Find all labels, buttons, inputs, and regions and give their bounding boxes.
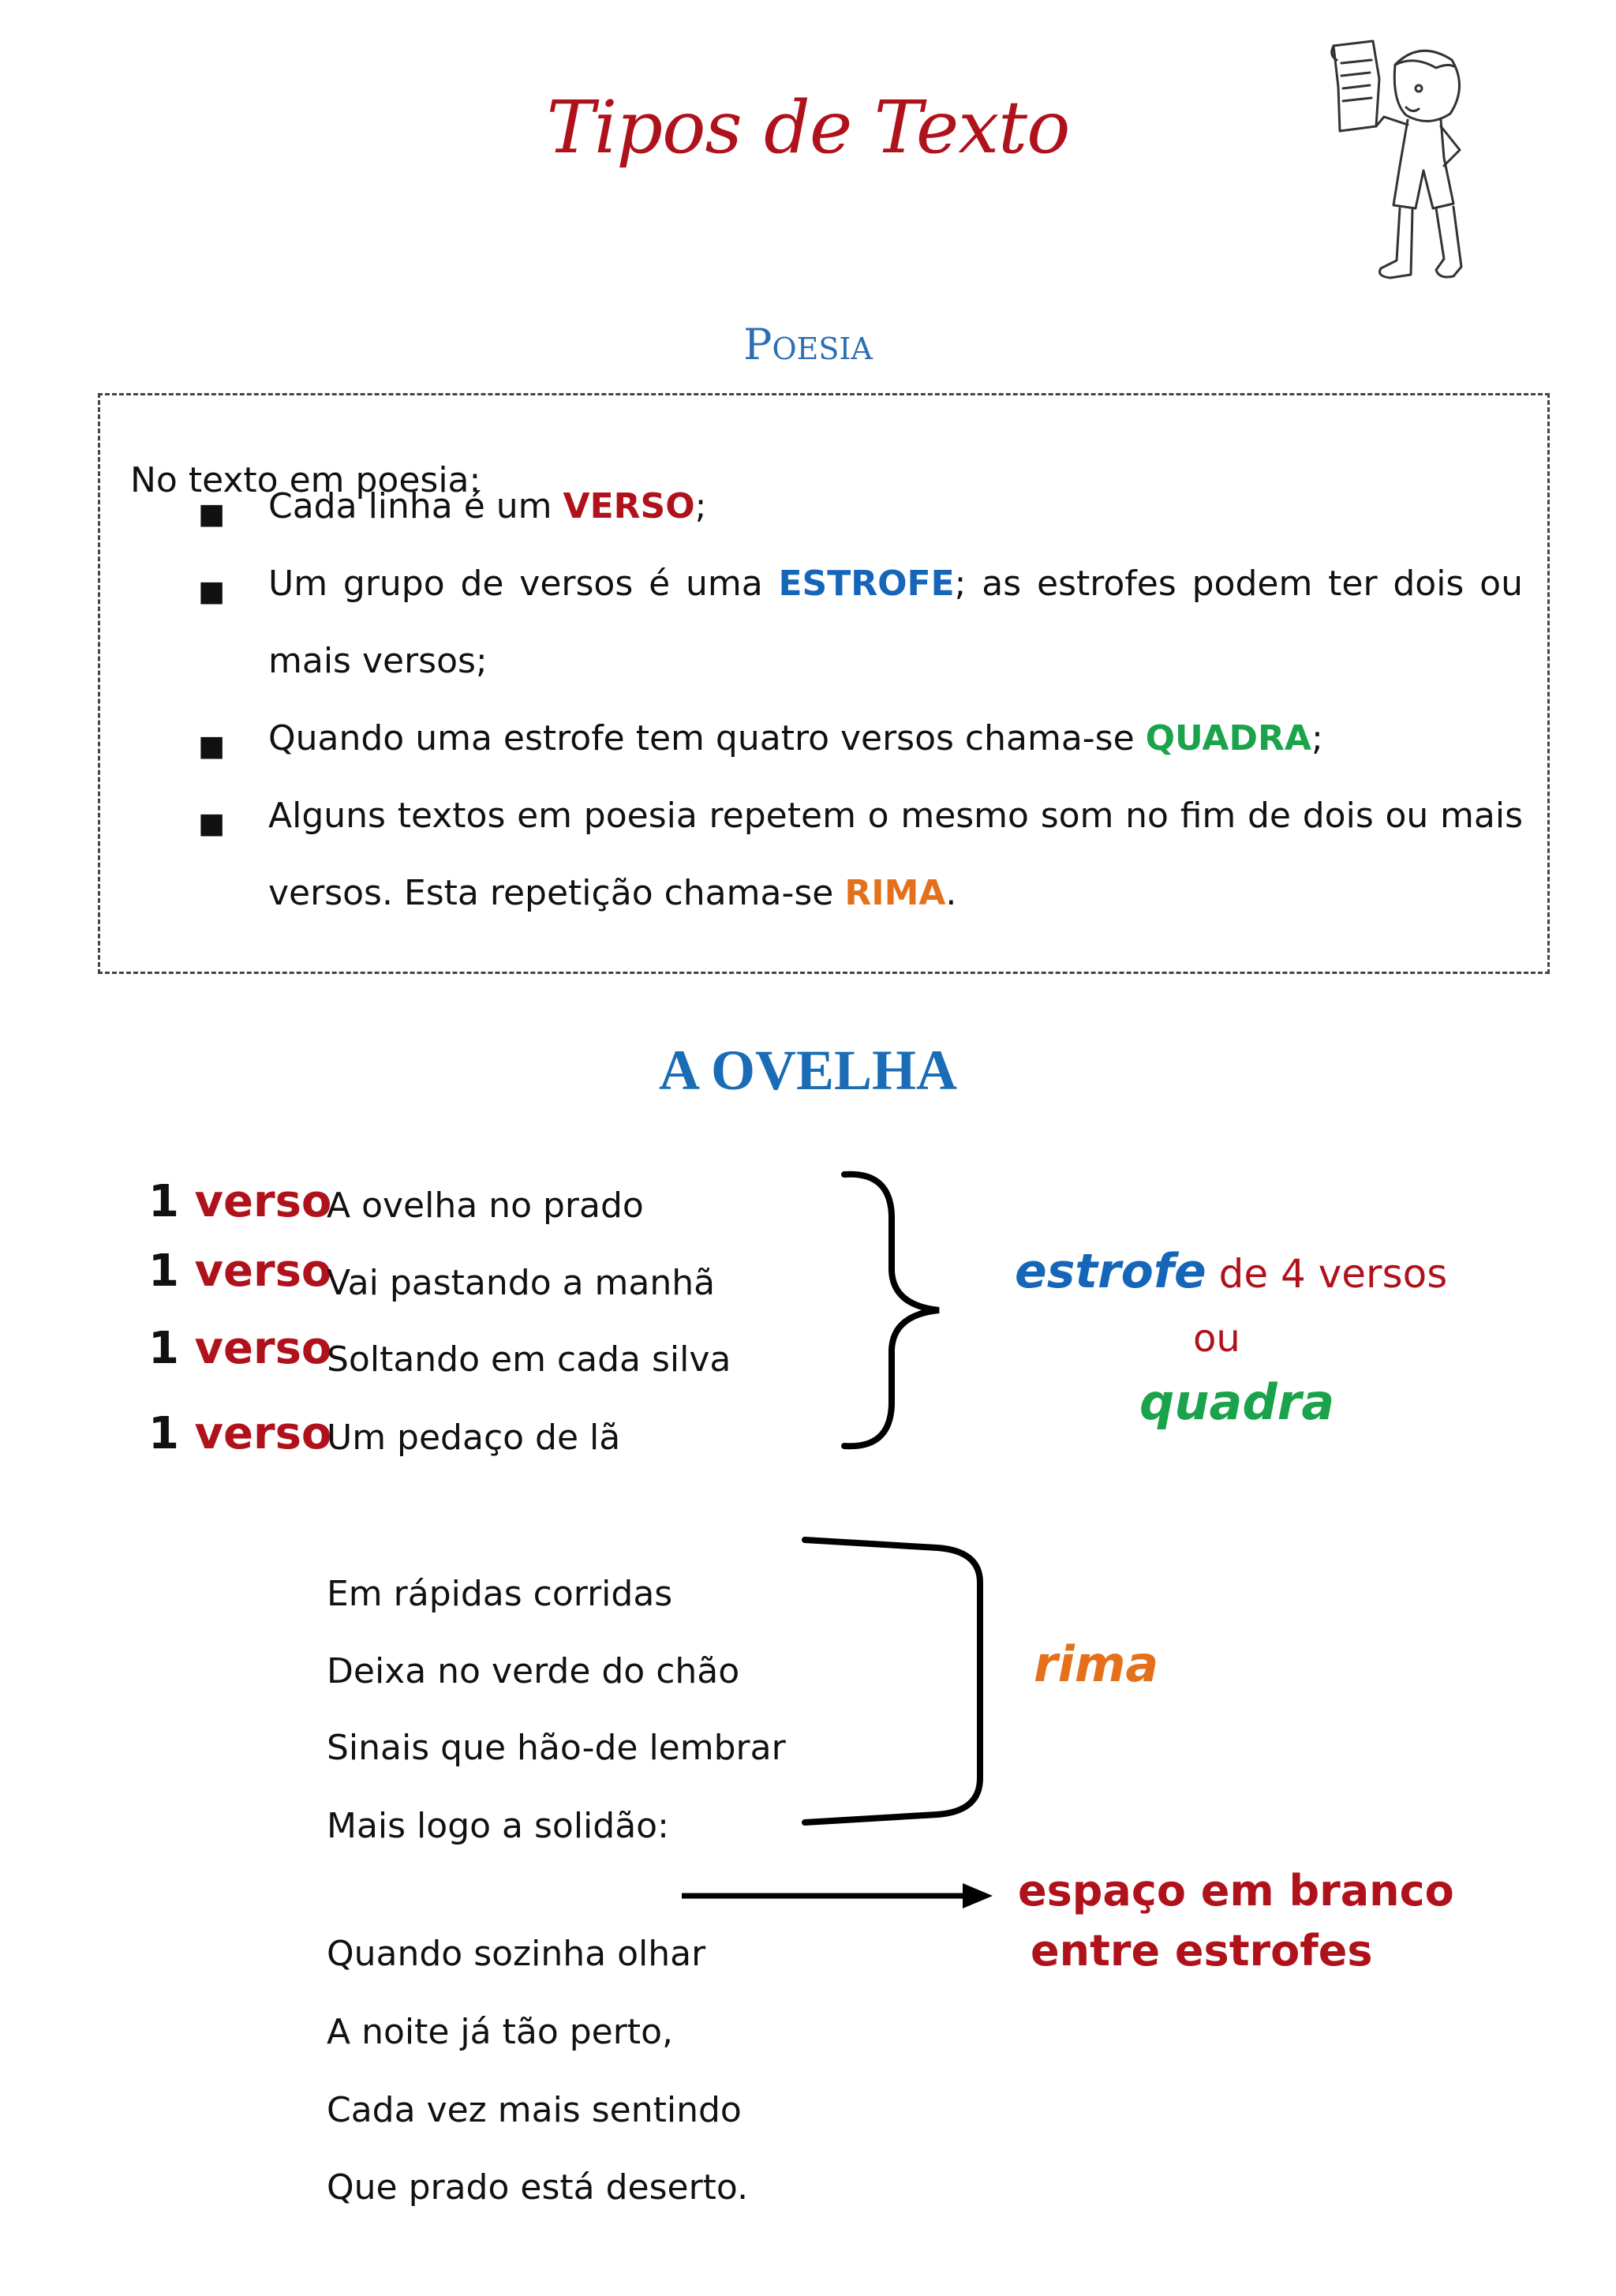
page-title: Tipos de Texto bbox=[546, 85, 1070, 170]
poem-line: A noite já tão perto, bbox=[327, 2012, 673, 2052]
bullet-verso: Cada linha é um VERSO; bbox=[268, 486, 707, 526]
poem-line: Deixa no verde do chão bbox=[327, 1651, 740, 1691]
verse-label: 1 verso bbox=[148, 1323, 332, 1374]
verse-label: 1 verso bbox=[148, 1176, 332, 1227]
arrow-right-icon bbox=[679, 1880, 994, 1912]
espaco-label-line2: entre estrofes bbox=[1031, 1926, 1373, 1976]
verse-label: 1 verso bbox=[148, 1408, 332, 1459]
bullet-estrofe: Um grupo de versos é uma ESTROFE; as estrofes podem ter dois ou mais versos; bbox=[268, 564, 1523, 681]
ou-label: ou bbox=[1193, 1317, 1240, 1361]
poem-line: Cada vez mais sentindo bbox=[327, 2090, 742, 2130]
definitions-intro: No texto em poesia: bbox=[130, 460, 481, 500]
square-bracket-icon bbox=[797, 1527, 986, 1835]
keyword-verso: VERSO bbox=[563, 486, 695, 526]
bullet-icon: ■ bbox=[198, 575, 226, 608]
poem-line: Soltando em cada silva bbox=[327, 1339, 731, 1380]
section-title: Poesia bbox=[743, 320, 873, 369]
bullet-icon: ■ bbox=[198, 730, 226, 762]
verse-label: 1 verso bbox=[148, 1245, 332, 1297]
poem-line: A ovelha no prado bbox=[327, 1185, 644, 1226]
bullet-icon: ■ bbox=[198, 807, 226, 840]
curly-brace-icon bbox=[829, 1160, 955, 1460]
espaco-label-line1: espaço em branco bbox=[1018, 1866, 1454, 1916]
poem-line: Vai pastando a manhã bbox=[327, 1263, 716, 1303]
estrofe-label: estrofe bbox=[1015, 1244, 1206, 1299]
poem-line: Sinais que hão-de lembrar bbox=[327, 1728, 786, 1768]
quadra-label: quadra bbox=[1139, 1373, 1335, 1431]
bullet-rima: Alguns textos em poesia repetem o mesmo som no fim de dois ou mais versos. Esta repetição chama-se RIMA. bbox=[268, 796, 1523, 913]
bullet-quadra: Quando uma estrofe tem quatro versos chama-se QUADRA; bbox=[268, 718, 1323, 758]
bullet-icon: ■ bbox=[198, 498, 226, 530]
rima-label: rima bbox=[1034, 1635, 1159, 1693]
poem-line: Que prado está deserto. bbox=[327, 2167, 749, 2208]
keyword-estrofe: ESTROFE bbox=[778, 564, 955, 604]
poem-line: Em rápidas corridas bbox=[327, 1574, 673, 1614]
poem-line: Mais logo a solidão: bbox=[327, 1806, 669, 1846]
poem-line: Um pedaço de lã bbox=[327, 1418, 621, 1458]
poem-line: Quando sozinha olhar bbox=[327, 1934, 706, 1974]
keyword-quadra: QUADRA bbox=[1145, 718, 1311, 758]
boy-reading-illustration bbox=[1318, 32, 1483, 292]
estrofe-detail: de 4 versos bbox=[1206, 1251, 1448, 1297]
estrofe-annotation bbox=[1015, 1244, 1447, 1299]
poem-title: A OVELHA bbox=[658, 1039, 958, 1102]
definitions-box bbox=[98, 393, 1550, 974]
keyword-rima: RIMA bbox=[844, 873, 946, 913]
